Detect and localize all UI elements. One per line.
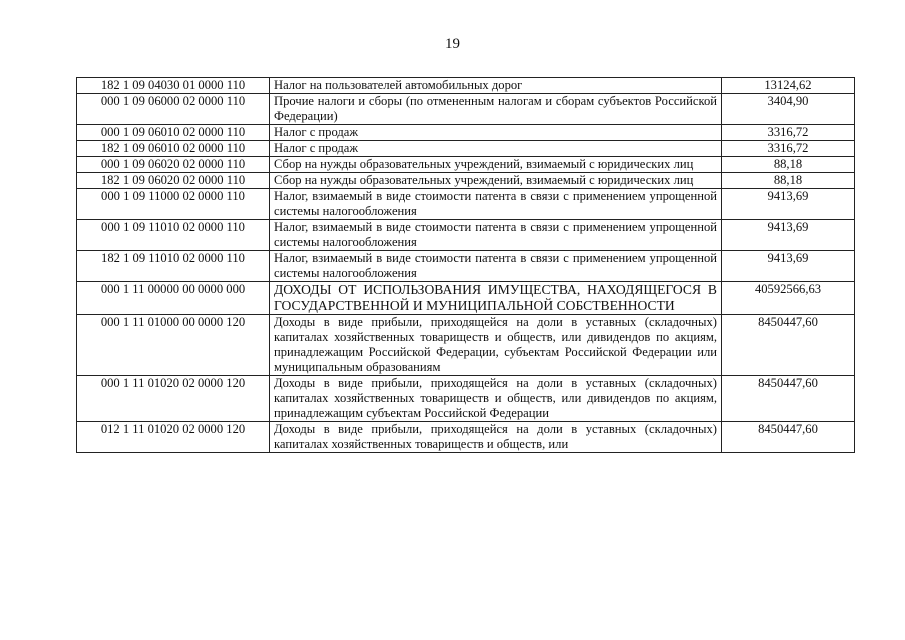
row-amount: 9413,69 xyxy=(722,189,855,220)
row-amount: 40592566,63 xyxy=(722,282,855,315)
row-amount: 8450447,60 xyxy=(722,315,855,376)
row-name: ДОХОДЫ ОТ ИСПОЛЬЗОВАНИЯ ИМУЩЕСТВА, НАХОДЯЩЕГОСЯ В ГОСУДАРСТВЕННОЙ И МУНИЦИПАЛЬНОЙ СОБСТВЕННОСТИ xyxy=(270,282,722,315)
table-row xyxy=(77,422,855,453)
row-amount: 8450447,60 xyxy=(722,422,855,453)
table-row xyxy=(77,220,855,251)
row-code: 000 1 09 06000 02 0000 110 xyxy=(77,94,270,125)
row-code: 012 1 11 01020 02 0000 120 xyxy=(77,422,270,453)
row-code: 182 1 09 11010 02 0000 110 xyxy=(77,251,270,282)
row-code: 182 1 09 06020 02 0000 110 xyxy=(77,173,270,189)
row-amount: 8450447,60 xyxy=(722,376,855,422)
table-row xyxy=(77,141,855,157)
row-amount: 3404,90 xyxy=(722,94,855,125)
row-amount: 88,18 xyxy=(722,157,855,173)
row-name: Налог, взимаемый в виде стоимости патента в связи с применением упрощенной системы налогообложения xyxy=(270,251,722,282)
table-row xyxy=(77,173,855,189)
table-row xyxy=(77,78,855,94)
row-amount: 9413,69 xyxy=(722,220,855,251)
row-code: 000 1 09 06020 02 0000 110 xyxy=(77,157,270,173)
row-code: 000 1 09 11010 02 0000 110 xyxy=(77,220,270,251)
row-name: Сбор на нужды образовательных учреждений, взимаемый с юридических лиц xyxy=(270,173,722,189)
row-code: 000 1 11 01020 02 0000 120 xyxy=(77,376,270,422)
row-name: Налог с продаж xyxy=(270,141,722,157)
table-row xyxy=(77,376,855,422)
table-row xyxy=(77,251,855,282)
row-amount: 3316,72 xyxy=(722,141,855,157)
row-name: Налог с продаж xyxy=(270,125,722,141)
row-code: 182 1 09 04030 01 0000 110 xyxy=(77,78,270,94)
row-name: Доходы в виде прибыли, приходящейся на доли в уставных (складочных) капиталах хозяйственных товариществ и обществ, или xyxy=(270,422,722,453)
row-amount: 3316,72 xyxy=(722,125,855,141)
row-code: 000 1 09 11000 02 0000 110 xyxy=(77,189,270,220)
row-amount: 9413,69 xyxy=(722,251,855,282)
row-code: 000 1 11 01000 00 0000 120 xyxy=(77,315,270,376)
table-row xyxy=(77,315,855,376)
row-code: 000 1 09 06010 02 0000 110 xyxy=(77,125,270,141)
row-name: Доходы в виде прибыли, приходящейся на доли в уставных (складочных) капиталах хозяйственных товариществ и обществ, или дивидендов по акциям, принадлежащим Российской Федерации, субъектам Российской Федерации или муниципальным образованиям xyxy=(270,315,722,376)
row-code: 000 1 11 00000 00 0000 000 xyxy=(77,282,270,315)
row-name: Доходы в виде прибыли, приходящейся на доли в уставных (складочных) капиталах хозяйственных товариществ и обществ, или дивидендов по акциям, принадлежащим субъектам Российской Федерации xyxy=(270,376,722,422)
row-name: Сбор на нужды образовательных учреждений, взимаемый с юридических лиц xyxy=(270,157,722,173)
row-name: Налог на пользователей автомобильных дорог xyxy=(270,78,722,94)
table-row xyxy=(77,157,855,173)
table-row xyxy=(77,189,855,220)
table-row xyxy=(77,94,855,125)
table-row xyxy=(77,125,855,141)
row-code: 182 1 09 06010 02 0000 110 xyxy=(77,141,270,157)
row-amount: 13124,62 xyxy=(722,78,855,94)
page-number: 19 xyxy=(445,36,460,52)
row-name: Налог, взимаемый в виде стоимости патента в связи с применением упрощенной системы налогообложения xyxy=(270,189,722,220)
row-name: Налог, взимаемый в виде стоимости патента в связи с применением упрощенной системы налогообложения xyxy=(270,220,722,251)
table-row xyxy=(77,282,855,315)
revenue-table xyxy=(76,77,855,453)
row-name: Прочие налоги и сборы (по отмененным налогам и сборам субъектов Российской Федерации) xyxy=(270,94,722,125)
row-amount: 88,18 xyxy=(722,173,855,189)
